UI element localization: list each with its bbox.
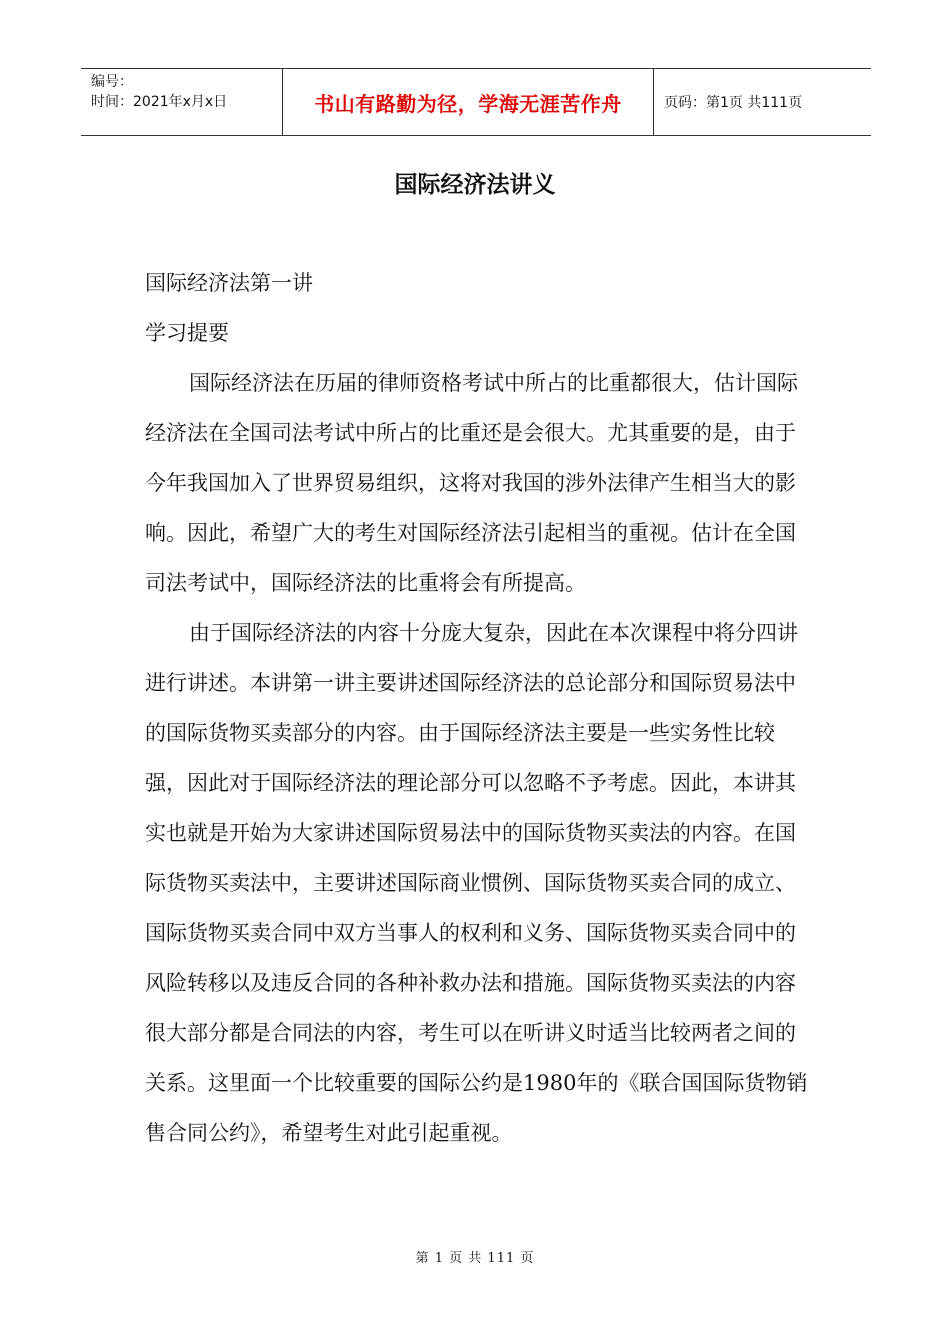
- document-number-label: 编号：: [91, 74, 133, 90]
- body-paragraph: 国际经济法在历届的律师资格考试中所占的比重都很大，估计国际经济法在全国司法考试中所占的比重还是会很大。尤其重要的是，由于今年我国加入了世界贸易组织，这将对我国的涉外法律产生相当大的影响。因此，希望广大的考生对国际经济法引起相当的重视。估计在全国司法考试中，国际经济法的比重将会有所提高。: [145, 371, 798, 595]
- body-paragraph: 由于国际经济法的内容十分庞大复杂，因此在本次课程中将分四讲进行讲述。本讲第一讲主要讲述国际经济法的总论部分和国际贸易法中的国际货物买卖部分的内容。由于国际经济法主要是一些实务性比较强，因此对于国际经济法的理论部分可以忽略不予考虑。因此，本讲其实也就是开始为大家讲述国际贸易法中的国际货物买卖法的内容。在国际货物买卖法中，主要讲述国际商业惯例、国际货物买卖合同的成立、国际货物买卖合同中双方当事人的权利和义务、国际货物买卖合同中的风险转移以及违反合同的各种补救办法和措施。国际货物买卖法的内容很大部分都是合同法的内容，考生可以在听讲义时适当比较两者之间的关系。这里面一个比较重要的国际公约是1980年的《联合国国际货物销售合同公约》，希望考生对此引起重视。: [145, 621, 808, 1145]
- section-heading: 学习提要: [145, 321, 229, 345]
- lecture-heading: 国际经济法第一讲: [145, 271, 313, 295]
- header-meta-cell: [81, 69, 282, 135]
- document-date-label: 时间：2021年x月x日: [91, 94, 228, 110]
- header-motto: 书山有路勤为径，学海无涯苦作舟: [314, 91, 622, 116]
- document-body: [145, 258, 815, 1158]
- document-header: [81, 68, 871, 136]
- header-page-cell: [654, 69, 871, 135]
- header-page-info: 页码：第1页 共111页: [664, 95, 803, 111]
- document-title: 国际经济法讲义: [394, 172, 556, 198]
- header-motto-cell: [282, 69, 654, 135]
- page-footer: 第 1 页 共 111 页: [415, 1251, 535, 1266]
